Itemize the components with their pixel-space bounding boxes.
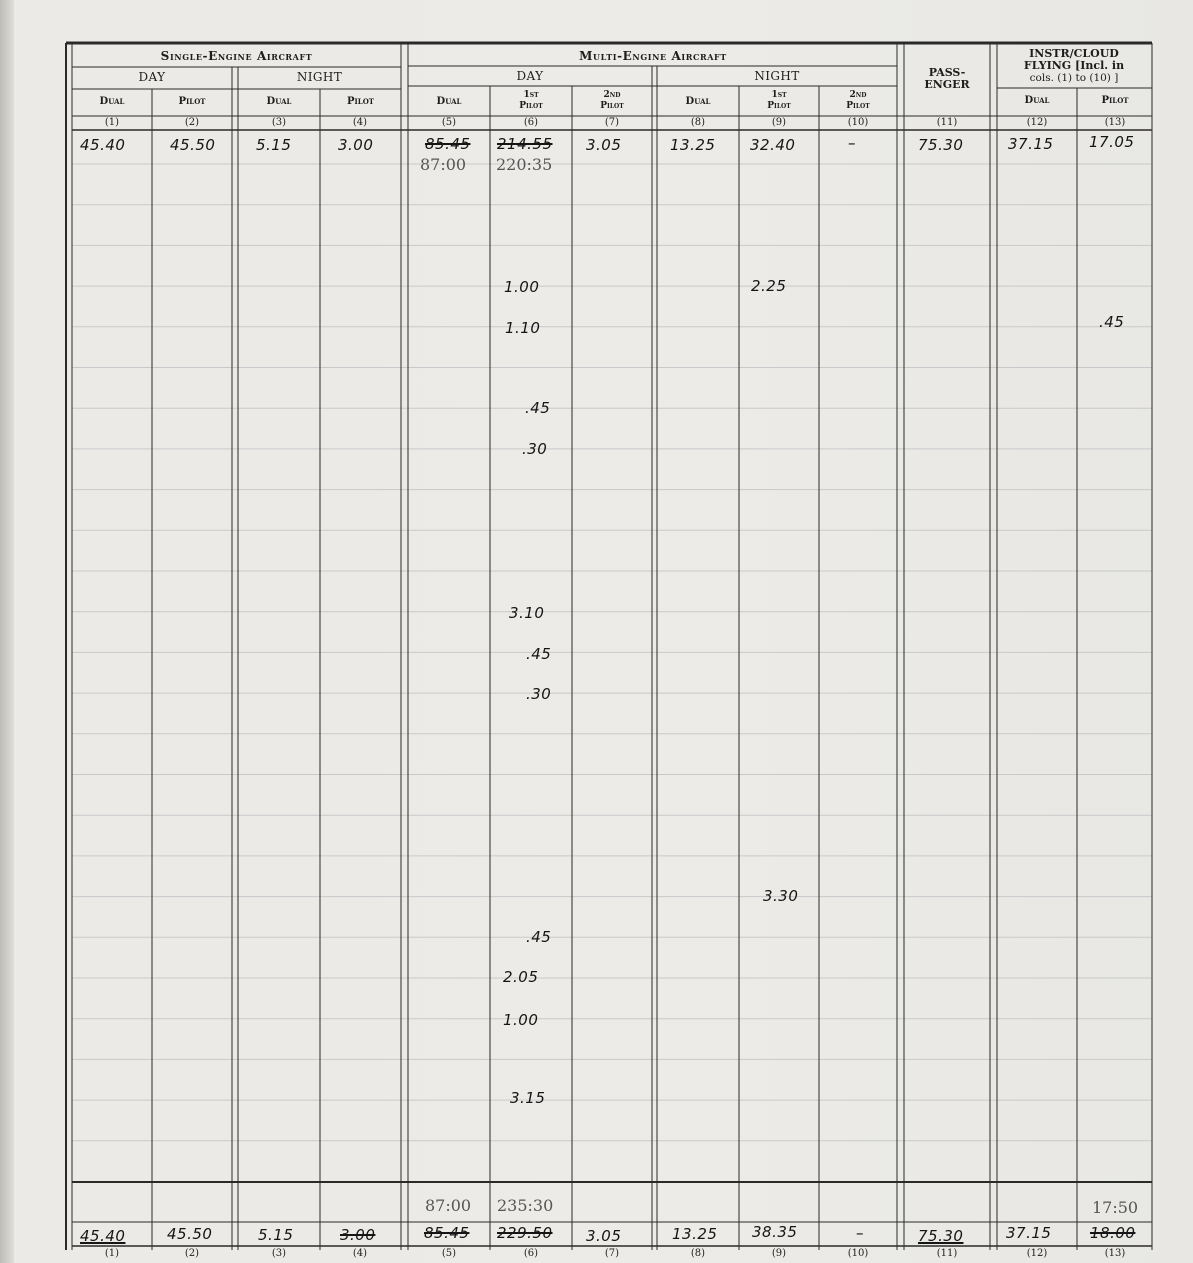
col3-heading: Dual: [266, 96, 292, 107]
top-col12-number: (12): [1026, 117, 1048, 128]
total-col11: 75.30: [918, 1227, 964, 1245]
entry-4-col6: .30: [522, 440, 548, 458]
total-col10: –: [856, 1224, 864, 1242]
top-col5-number: (5): [441, 117, 457, 128]
multi-engine-heading: Multi-Engine Aircraft: [579, 49, 727, 63]
bottom-col9-number: (9): [771, 1248, 787, 1259]
bf-col4: 3.00: [338, 136, 374, 154]
total-col5-struck: 85.45: [424, 1224, 470, 1242]
bottom-col12-number: (12): [1026, 1248, 1048, 1259]
bottom-col10-number: (10): [847, 1248, 869, 1259]
bf-col12: 37.15: [1008, 135, 1054, 153]
entry-11-col6: 1.00: [503, 1011, 539, 1029]
bottom-col4-number: (4): [352, 1248, 368, 1259]
col2-heading: Pilot: [178, 96, 206, 107]
entry-12-col6: 3.15: [510, 1089, 546, 1107]
total-col7: 3.05: [586, 1227, 622, 1245]
bottom-col11-number: (11): [936, 1248, 958, 1259]
entry-2-col6: 1.10: [505, 319, 541, 337]
col9-heading: [739, 90, 819, 112]
col1-heading: Dual: [99, 96, 125, 107]
col6-heading-line1: 1st: [523, 90, 539, 100]
total-col5-corrected: 87:00: [425, 1196, 472, 1215]
col11-heading-line2: ENGER: [924, 78, 970, 91]
col7-heading-line2: Pilot: [600, 101, 624, 111]
top-col8-number: (8): [690, 117, 706, 128]
bottom-col2-number: (2): [184, 1248, 200, 1259]
bf-col5-corrected: 87:00: [420, 155, 467, 174]
total-col9: 38.35: [752, 1223, 798, 1241]
entry-1-col9: 2.25: [751, 277, 787, 295]
entry-7-col6: .30: [526, 685, 552, 703]
col6-heading: [490, 90, 572, 112]
col9-heading-line2: Pilot: [767, 101, 791, 111]
bf-col1: 45.40: [80, 136, 126, 154]
entry-6-col6: .45: [526, 645, 552, 663]
entry-9-col6: .45: [526, 928, 552, 946]
top-col3-number: (3): [271, 117, 287, 128]
bottom-col13-number: (13): [1104, 1248, 1126, 1259]
column-rules: [152, 43, 1152, 1250]
bf-col10: –: [848, 134, 856, 152]
bottom-col8-number: (8): [690, 1248, 706, 1259]
multi-night-heading: NIGHT: [754, 69, 800, 83]
col8-heading: Dual: [685, 96, 711, 107]
single-night-heading: NIGHT: [296, 70, 343, 84]
col7-heading: [572, 90, 652, 112]
bf-col5-struck: 85.45: [425, 135, 471, 153]
top-col4-number: (4): [352, 117, 368, 128]
bottom-col1-number: (1): [104, 1248, 120, 1259]
col9-heading-line1: 1st: [771, 90, 787, 100]
entry-1-col6: 1.00: [504, 278, 540, 296]
single-day-heading: DAY: [138, 70, 166, 84]
top-col6-number: (6): [523, 117, 539, 128]
bf-col13: 17.05: [1089, 133, 1135, 151]
col4-heading: Pilot: [346, 96, 375, 107]
col11-heading-line1: PASS-: [928, 66, 966, 79]
top-col7-number: (7): [604, 117, 620, 128]
total-col8: 13.25: [672, 1225, 718, 1243]
col12-13-group-heading: [990, 48, 1158, 84]
total-col13-corrected: 17:50: [1092, 1198, 1139, 1217]
multi-day-heading: DAY: [516, 69, 544, 83]
instr-heading-line3: cols. (1) to (10) ]: [1029, 72, 1119, 84]
top-col13-number: (13): [1104, 117, 1126, 128]
entry-2-col13: .45: [1099, 313, 1125, 331]
total-col1: 45.40: [80, 1227, 126, 1245]
bf-col2: 45.50: [170, 136, 216, 154]
total-col13-struck: 18.00: [1090, 1224, 1136, 1242]
bf-col11: 75.30: [918, 136, 964, 154]
col12-heading: Dual: [1024, 95, 1050, 106]
entry-10-col6: 2.05: [503, 968, 539, 986]
total-col6-struck: 229.50: [497, 1224, 553, 1242]
col10-heading-line1: 2nd: [849, 90, 867, 100]
col10-heading: [819, 90, 897, 112]
col7-heading-line1: 2nd: [603, 90, 621, 100]
bottom-col7-number: (7): [604, 1248, 620, 1259]
table-frame: [66, 43, 1152, 1250]
entry-5-col6: 3.10: [509, 604, 545, 622]
bf-col9: 32.40: [750, 136, 796, 154]
bf-col6-struck: 214.55: [497, 135, 553, 153]
col11-heading: [904, 67, 990, 91]
bf-col6-corrected: 220:35: [496, 155, 553, 174]
top-col10-number: (10): [847, 117, 869, 128]
total-col6-corrected: 235:30: [497, 1196, 554, 1215]
total-col12: 37.15: [1006, 1224, 1052, 1242]
top-col11-number: (11): [936, 117, 958, 128]
col13-heading: Pilot: [1101, 95, 1129, 106]
instr-heading-line1: INSTR/CLOUD: [1029, 47, 1119, 60]
col5-heading: Dual: [436, 96, 462, 107]
entry-3-col6: .45: [525, 399, 551, 417]
total-col2: 45.50: [167, 1225, 213, 1243]
bf-col8: 13.25: [670, 136, 716, 154]
total-col3: 5.15: [258, 1226, 294, 1244]
col10-heading-line2: Pilot: [846, 101, 870, 111]
entry-8-col9: 3.30: [763, 887, 799, 905]
top-col9-number: (9): [771, 117, 787, 128]
bf-col3: 5.15: [256, 136, 292, 154]
top-col1-number: (1): [104, 117, 120, 128]
top-col2-number: (2): [184, 117, 200, 128]
bottom-col6-number: (6): [523, 1248, 539, 1259]
bf-col7: 3.05: [586, 136, 622, 154]
bottom-col5-number: (5): [441, 1248, 457, 1259]
instr-heading-line2: FLYING [Incl. in: [1023, 59, 1125, 72]
col6-heading-line2: Pilot: [519, 101, 543, 111]
single-engine-heading: Single-Engine Aircraft: [160, 49, 313, 63]
total-col4: 3.00: [340, 1226, 376, 1244]
bottom-col3-number: (3): [271, 1248, 287, 1259]
